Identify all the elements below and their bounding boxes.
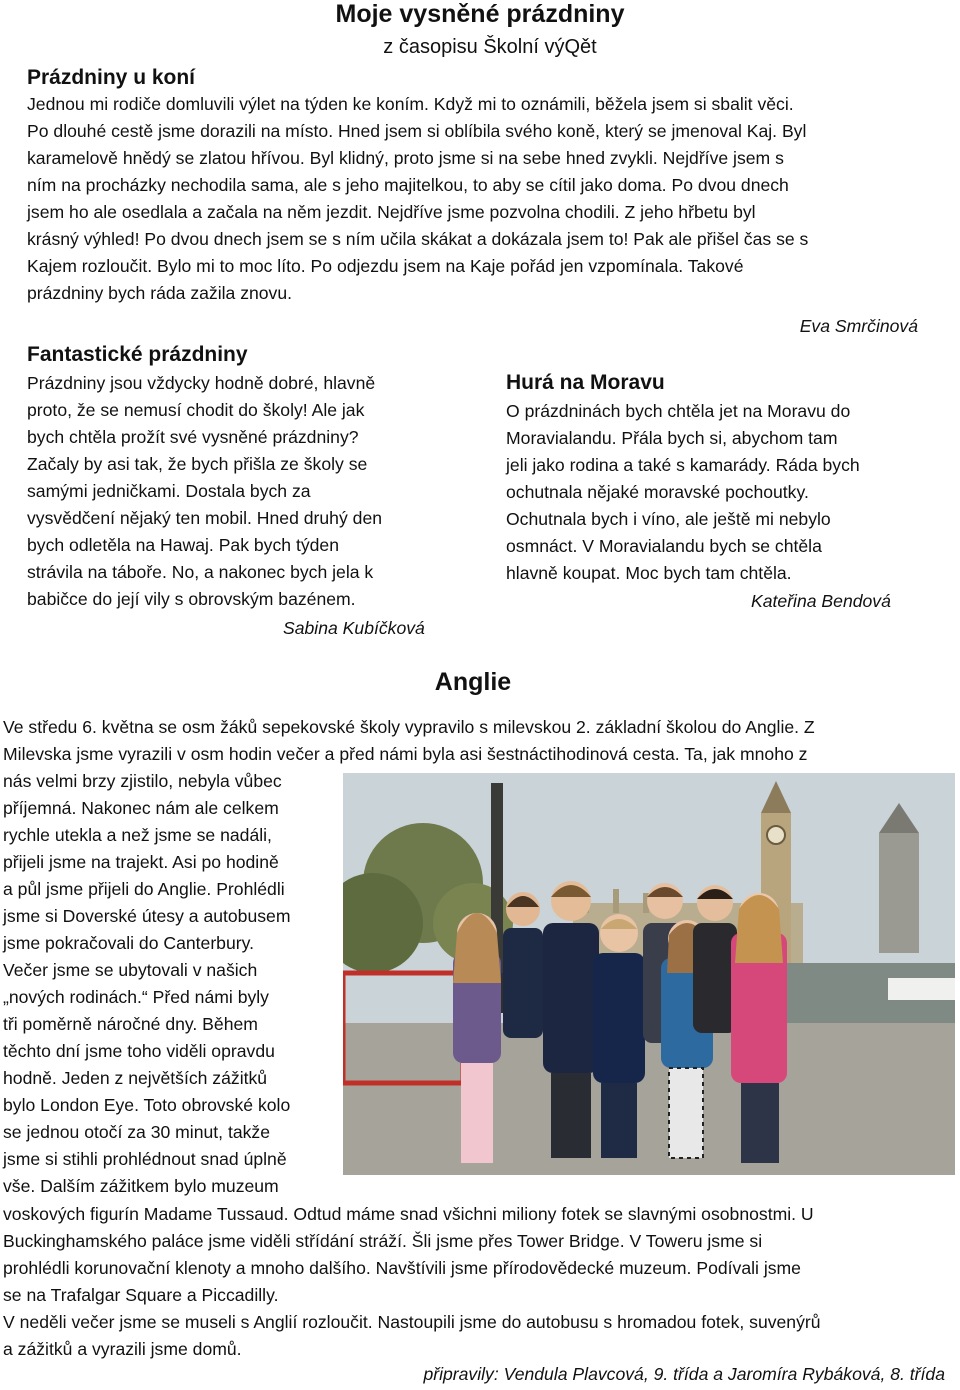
article-england-heading: Anglie: [434, 668, 512, 696]
text-line: samými jedničkami. Dostala bych za: [27, 481, 311, 501]
text-line: vše. Dalším zážitkem bylo muzeum: [3, 1176, 279, 1196]
text-line: jsme si stihli prohlédnout snad úplně: [3, 1149, 287, 1169]
text-line: babičce do její vily s obrovským bazénem.: [27, 589, 356, 609]
article-fantastic-heading: Fantastické prázdniny: [27, 343, 248, 366]
text-line: jeli jako rodina a také s kamarády. Ráda bych: [506, 455, 860, 475]
text-line: prohlédli korunovační klenoty a mnoho dalšího. Navštívili jsme přírodovědecké muzeum. Podívali jsme: [3, 1258, 801, 1278]
article-horses-body: [27, 91, 919, 307]
person-2: [503, 892, 543, 1038]
article-england-author: připravily: Vendula Plavcová, 9. třída a Jaromíra Rybáková, 8. třída: [423, 1364, 945, 1384]
text-line: jsem ho ale osedlala a začala na něm jezdit. Nejdříve jsme pozvolna chodili. Z jeho hřbetu byl: [27, 202, 756, 222]
text-line: Ochutnala bych i víno, ale ještě mi nebylo: [506, 509, 831, 529]
page-subtitle: z časopisu Školní výQět: [383, 36, 597, 58]
article-moravia-author: Kateřina Bendová: [751, 591, 891, 611]
text-line: bylo London Eye. Toto obrovské kolo: [3, 1095, 291, 1115]
text-line: hodně. Jeden z největších zážitků: [3, 1068, 268, 1088]
person-7: [693, 885, 737, 1033]
text-line: Po dlouhé cestě jsme dorazili na místo. Hned jsem si oblíbila svého koně, který se jmenoval Kaj. Byl: [27, 121, 807, 141]
text-line: O prázdninách bych chtěla jet na Moravu do: [506, 401, 851, 421]
text-line: ním na procházky nechodila sama, ale s jeho majitelkou, to aby se cítil jako doma. Po dvou dnech: [27, 175, 789, 195]
text-line: příjemná. Nakonec nám ale celkem: [3, 798, 279, 818]
text-line: Prázdniny jsou vždycky hodně dobré, hlavně: [27, 373, 376, 393]
text-line: strávila na táboře. No, a nakonec bych jela k: [27, 562, 374, 582]
text-line: Buckinghamského paláce jsme viděli střídání stráží. Šli jsme přes Tower Bridge. V Toweru jsme si: [3, 1231, 763, 1251]
text-line: osmnáct. V Moravialandu bych se chtěla: [506, 536, 822, 556]
text-line: tři poměrně náročné dny. Během: [3, 1014, 258, 1034]
text-line: Ve středu 6. května se osm žáků sepekovské školy vypravilo s milevskou 2. základní školou do Anglie. Z: [3, 717, 815, 737]
article-england-side-text: [3, 768, 335, 1200]
text-line: Jednou mi rodiče domluvili výlet na týden ke koním. Když mi to oznámili, běžela jsem si sbalit věci.: [27, 94, 794, 114]
article-fantastic-body: [27, 370, 440, 613]
text-line: voskových figurín Madame Tussaud. Odtud máme snad všichni miliony fotek se slavnými osobnostmi. U: [3, 1204, 814, 1224]
text-line: krásný výhled! Po dvou dnech jsem se s ním učila skákat a dokázala jsem to! Pak ale přišel čas se s: [27, 229, 809, 249]
text-line: karamelově hnědý se zlatou hřívou. Byl klidný, proto jsme si na sebe hned zvykli. Nejdříve jsem s: [27, 148, 784, 168]
article-england-bottom-text: [3, 1201, 945, 1363]
article-horses-author: Eva Smrčinová: [799, 316, 918, 336]
article-moravia-heading: Hurá na Moravu: [506, 371, 665, 394]
group-photo-illustration: [343, 773, 955, 1175]
text-line: se jednou otočí za 30 minut, takže: [3, 1122, 270, 1142]
text-line: „nových rodinách.“ Před námi byly: [3, 987, 269, 1007]
text-line: proto, že se nemusí chodit do školy! Ale jak: [27, 400, 365, 420]
article-fantastic-author: Sabina Kubíčková: [283, 618, 425, 638]
text-line: bych odletěla na Hawaj. Pak bych týden: [27, 535, 339, 555]
text-line: Začaly by asi tak, že bych přišla ze školy se: [27, 454, 368, 474]
article-horses-heading: Prázdniny u koní: [27, 66, 196, 89]
text-line: jsme pokračovali do Canterbury.: [3, 933, 254, 953]
text-line: ochutnala nějaké moravské pochoutky.: [506, 482, 809, 502]
text-line: a zážitků a vyrazili jsme domů.: [3, 1339, 242, 1359]
clock-face: [767, 826, 785, 844]
text-line: Milevska jsme vyrazili v osm hodin večer a před námi byla asi šestnáctihodinová cesta. Ta, jak mnoho z: [3, 744, 808, 764]
text-line: hlavně koupat. Moc bych tam chtěla.: [506, 563, 792, 583]
text-line: Kajem rozloučit. Bylo mi to moc líto. Po odjezdu jsem na Kaje pořád jen vzpomínala. Takové: [27, 256, 744, 276]
text-line: vysvědčení nějaký ten mobil. Hned druhý den: [27, 508, 383, 528]
tower-right: [879, 833, 919, 953]
article-england-intro: [3, 714, 945, 768]
text-line: Moravialandu. Přála bych si, abychom tam: [506, 428, 838, 448]
text-line: rychle utekla a než jsme se nadáli,: [3, 825, 272, 845]
article-moravia-body: [506, 398, 919, 587]
text-line: se na Trafalgar Square a Piccadilly.: [3, 1285, 279, 1305]
pavement: [343, 1023, 955, 1175]
group-photo-london: [343, 773, 955, 1175]
text-line: V neděli večer jsme se museli s Anglií rozloučit. Nastoupili jsme do autobusu s hromadou fotek, suvenýrů: [3, 1312, 821, 1332]
boat: [888, 978, 955, 1000]
text-line: jsme si Doverské útesy a autobusem: [3, 906, 291, 926]
text-line: a půl jsme přijeli do Anglie. Prohlédli: [3, 879, 285, 899]
text-line: Večer jsme se ubytovali v našich: [3, 960, 258, 980]
text-line: bych chtěla prožít své vysněné prázdniny?: [27, 427, 359, 447]
text-line: nás velmi brzy zjistilo, nebyla vůbec: [3, 771, 282, 791]
text-line: přijeli jsme na trajekt. Asi po hodině: [3, 852, 279, 872]
text-line: prázdniny bych ráda zažila znovu.: [27, 283, 293, 303]
text-line: těchto dní jsme toho viděli opravdu: [3, 1041, 275, 1061]
page-title: Moje vysněné prázdniny: [335, 0, 625, 28]
